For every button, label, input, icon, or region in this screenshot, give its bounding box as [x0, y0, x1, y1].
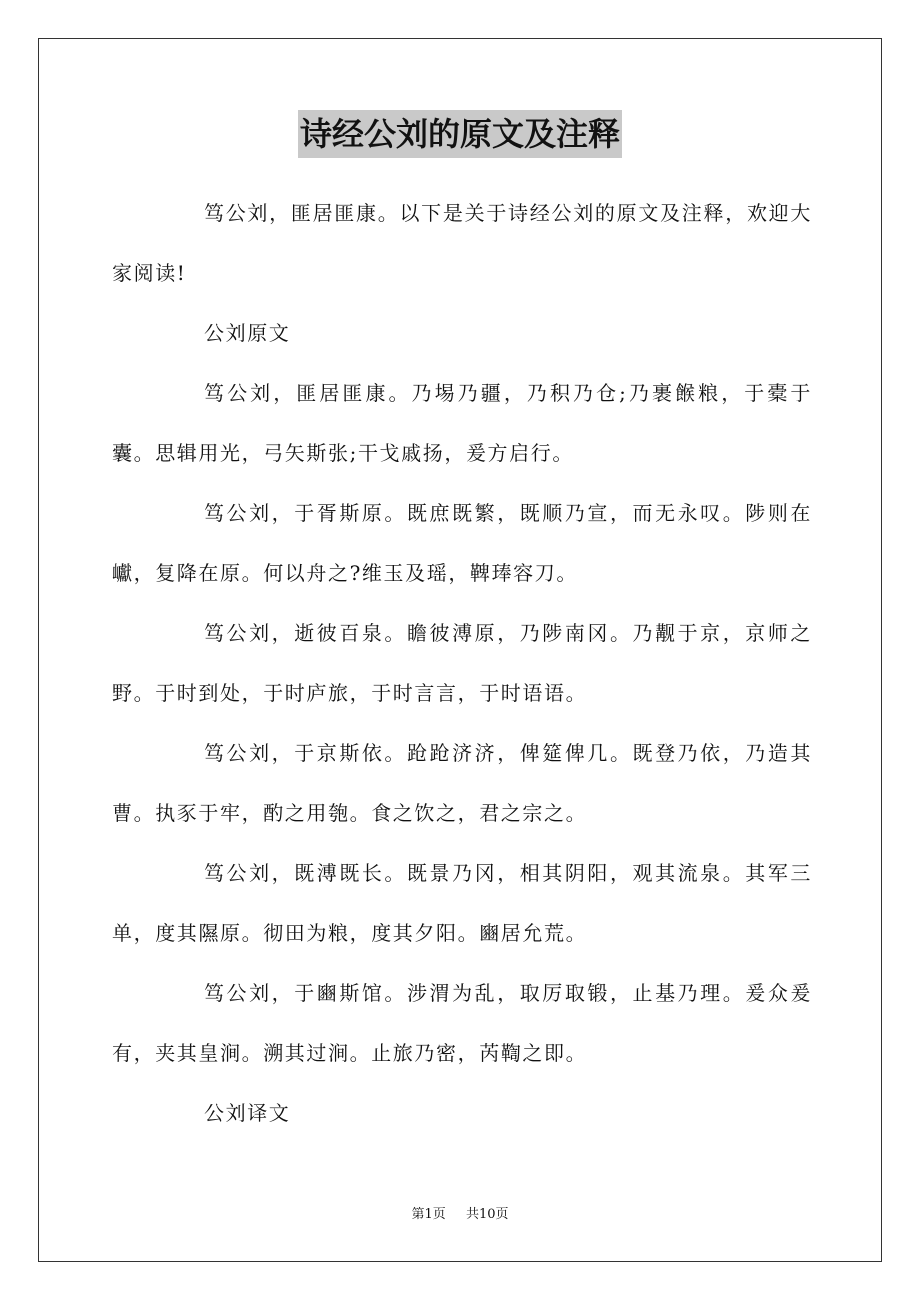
- page-footer: [0, 1205, 920, 1225]
- intro-paragraph: 笃公刘，匪居匪康。以下是关于诗经公刘的原文及注释，欢迎大家阅读!: [112, 201, 812, 285]
- poem-stanza-6: 笃公刘，于豳斯馆。涉渭为乱，取厉取锻，止基乃理。爰众爰有，夹其皇涧。溯其过涧。止旅乃密，芮鞫之即。: [112, 981, 812, 1065]
- page-total: 共10页: [465, 1207, 509, 1222]
- poem-stanza-2: 笃公刘，于胥斯原。既庶既繁，既顺乃宣，而无永叹。陟则在巘，复降在原。何以舟之?维玉及瑶，鞞琫容刀。: [112, 501, 812, 585]
- poem-stanza-5: 笃公刘，既溥既长。既景乃冈，相其阴阳，观其流泉。其军三单，度其隰原。彻田为粮，度其夕阳。豳居允荒。: [112, 861, 812, 945]
- poem-stanza-3: 笃公刘，逝彼百泉。瞻彼溥原，乃陟南冈。乃觏于京，京师之野。于时到处，于时庐旅，于时言言，于时语语。: [112, 621, 812, 705]
- poem-stanza-4: 笃公刘，于京斯依。跄跄济济，俾筵俾几。既登乃依，乃造其曹。执豕于牢，酌之用匏。食之饮之，君之宗之。: [112, 741, 812, 825]
- page-number: 第1页: [411, 1207, 446, 1222]
- section-heading-original: 公刘原文: [204, 321, 291, 345]
- section-heading-translation: 公刘译文: [204, 1101, 291, 1125]
- poem-stanza-1: 笃公刘，匪居匪康。乃埸乃疆，乃积乃仓;乃裹餱粮，于橐于囊。思辑用光，弓矢斯张;干戈戚扬，爰方启行。: [112, 381, 812, 465]
- document-body: [112, 183, 812, 1143]
- title-container: [0, 110, 920, 158]
- document-title: 诗经公刘的原文及注释: [298, 110, 622, 158]
